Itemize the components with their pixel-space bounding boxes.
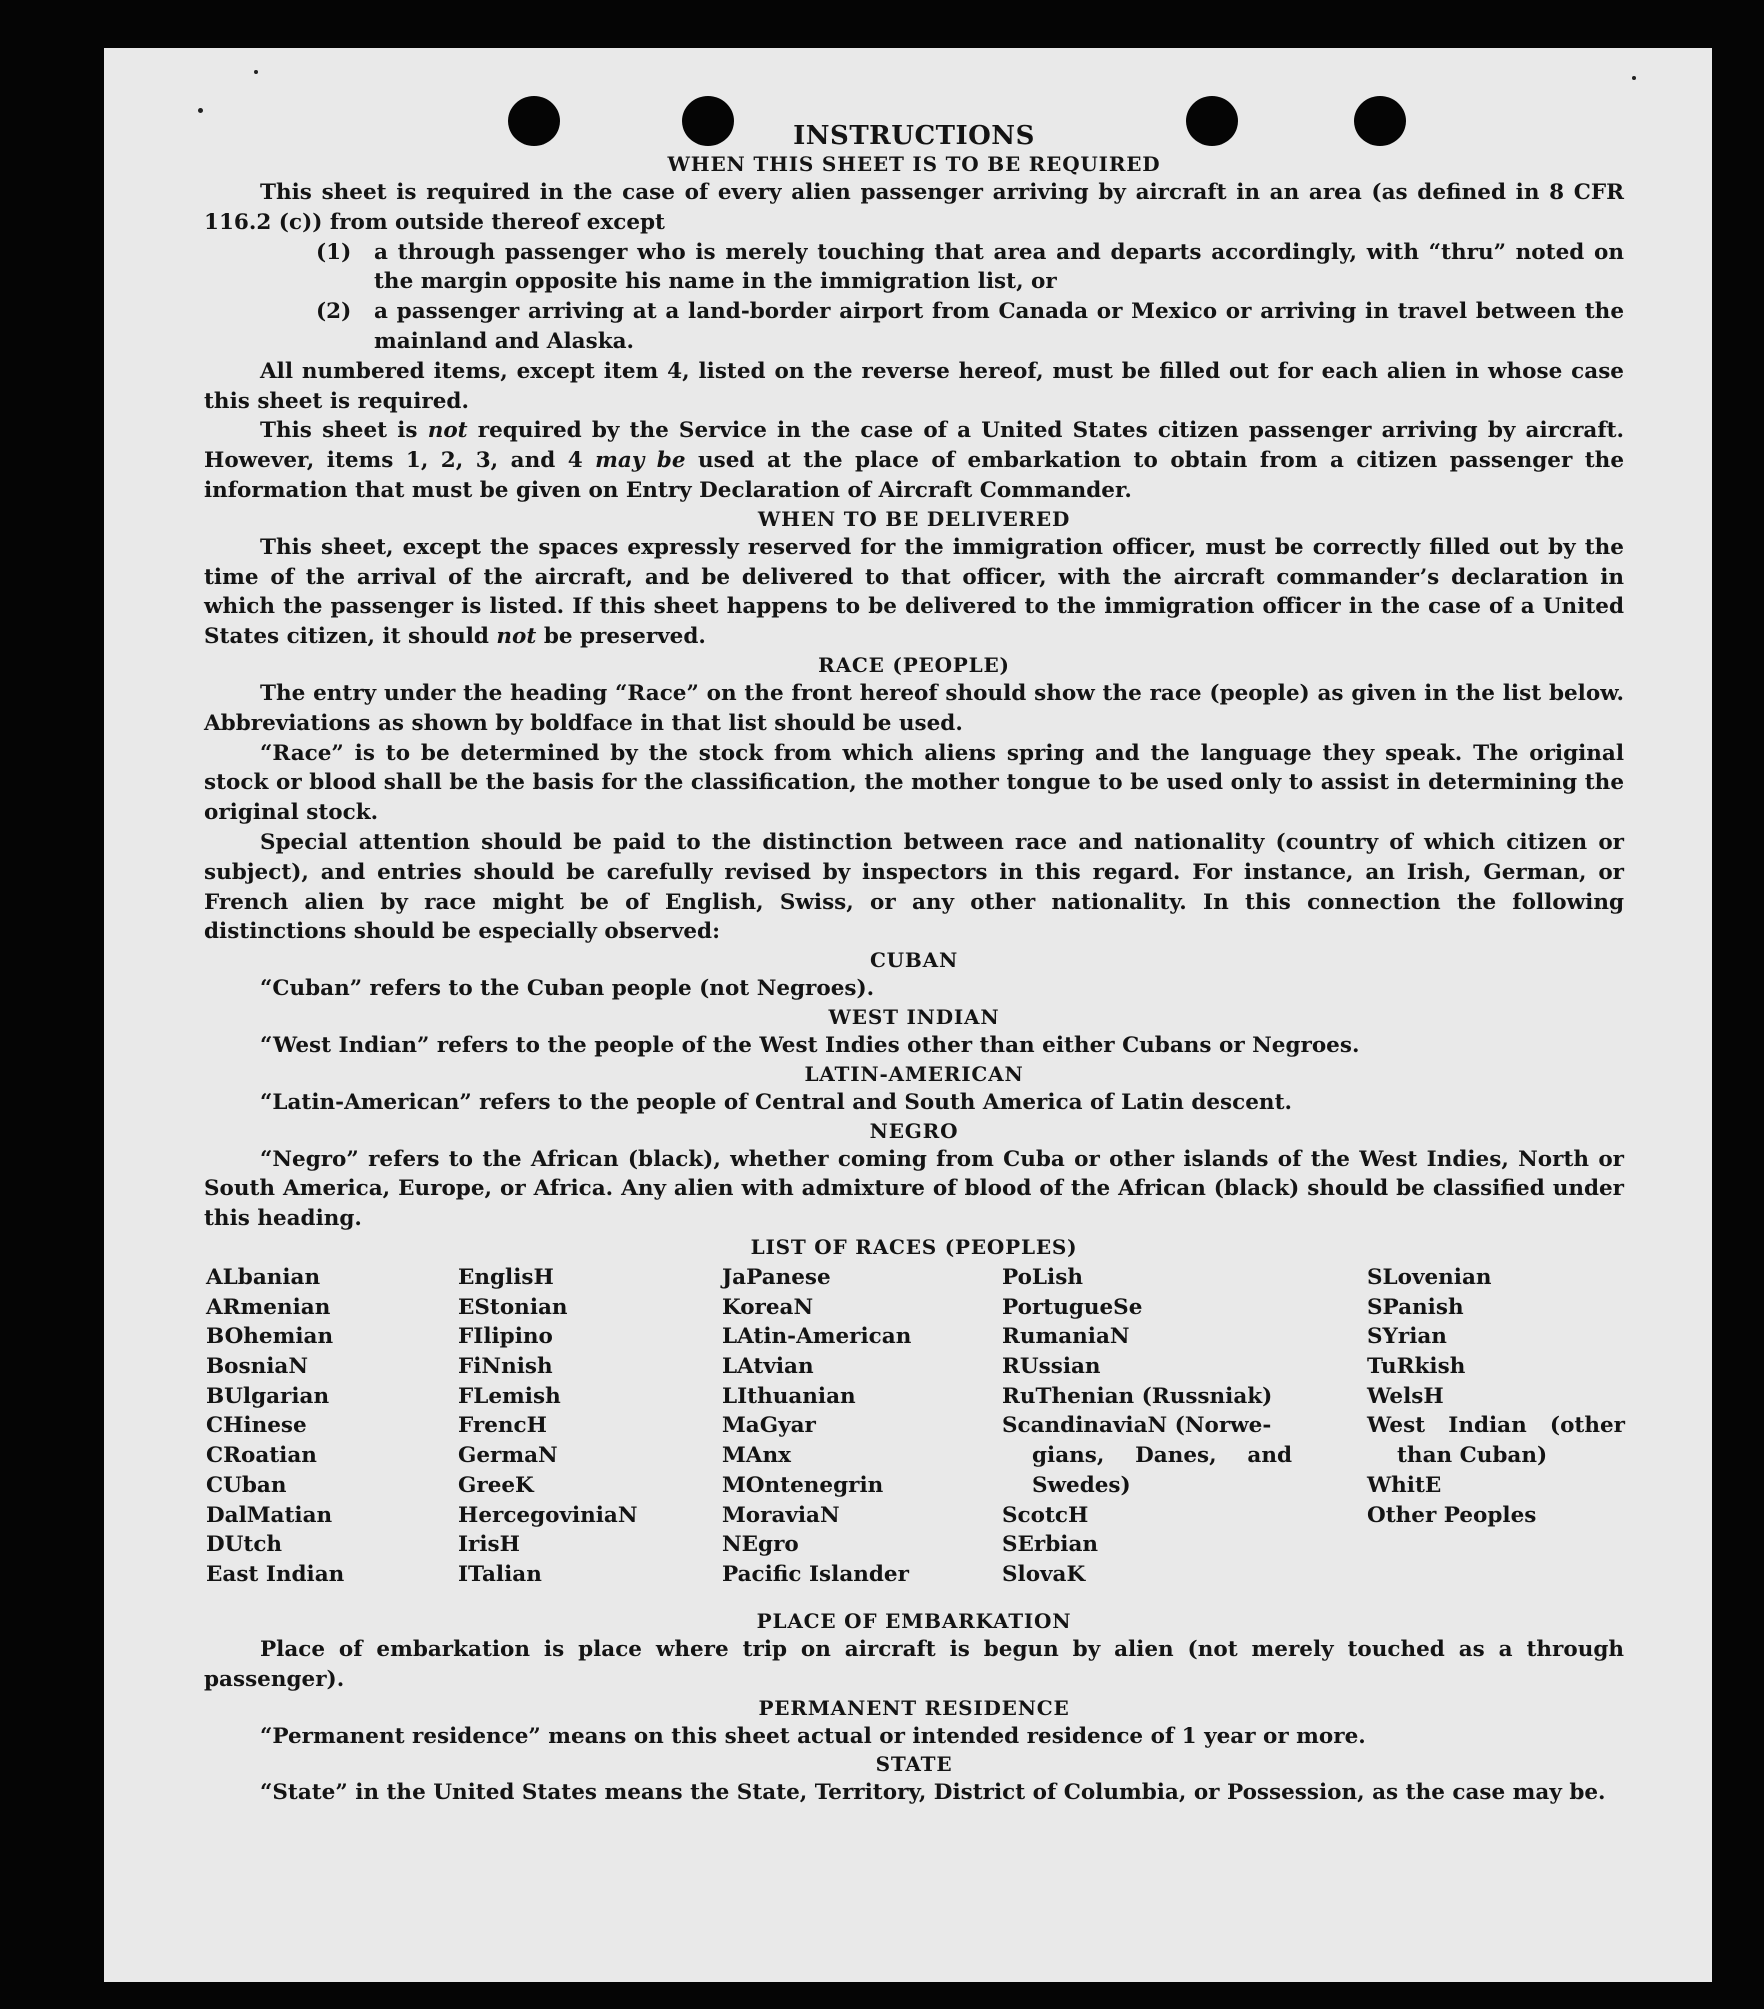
- race-entry: SYrian: [1367, 1324, 1447, 1350]
- race-entry: WhitE: [1367, 1472, 1442, 1498]
- italic-run: not: [427, 418, 468, 444]
- race-entry: NEgro: [722, 1532, 799, 1558]
- required-intro: This sheet is required in the case of every alien passenger arriving by aircraft in an area (as defined in 8 CFR 116.2 (c)) from outside thereof except: [204, 180, 1624, 235]
- section-heading-negro: NEGRO: [869, 1118, 959, 1143]
- races-column-2: [458, 1263, 638, 1590]
- page-title: INSTRUCTIONS: [793, 121, 1035, 151]
- race-entry: SErbian: [1002, 1532, 1099, 1558]
- section-heading-embarkation: PLACE OF EMBARKATION: [756, 1608, 1072, 1633]
- race-entry: DUtch: [206, 1532, 283, 1558]
- race-entry: CUban: [206, 1472, 287, 1498]
- race-entry: HercegoviniaN: [458, 1502, 638, 1528]
- paper-speck: [198, 108, 203, 113]
- races-column-5: [1367, 1263, 1625, 1530]
- race-entry: FiNnish: [458, 1354, 553, 1380]
- races-column-3: [722, 1263, 911, 1590]
- text-run: required by the Service in the case of a United States citizen passenger arriving by aircraft. However, items 1, 2, 3, and 4: [204, 418, 1624, 474]
- race-entry: DalMatian: [206, 1502, 333, 1528]
- italic-run: not: [496, 624, 537, 650]
- text-run: be preserved.: [536, 624, 706, 650]
- section-heading-delivered: WHEN TO BE DELIVERED: [757, 506, 1071, 531]
- race-entry: CHinese: [206, 1413, 307, 1439]
- italic-run: may be: [595, 448, 686, 474]
- race-entry: MOntenegrin: [722, 1472, 884, 1498]
- race-entry: TuRkish: [1367, 1354, 1466, 1380]
- race-entry: ARmenian: [206, 1294, 331, 1320]
- race-entry: CRoatian: [206, 1443, 317, 1469]
- race-entry: EStonian: [458, 1294, 568, 1320]
- delivered-paragraph: [204, 533, 1624, 652]
- negro-text: “Negro” refers to the African (black), whether coming from Cuba or other islands of the West Indies, North or South America, Europe, or Africa. Any alien with admixture of blood of the African (black) should be classified under this heading.: [204, 1146, 1624, 1232]
- race-entry: WelsH: [1367, 1383, 1444, 1409]
- residence-text: “Permanent residence” means on this sheet actual or intended residence of 1 year or more.: [260, 1723, 1366, 1749]
- race-entry: IrisH: [458, 1532, 520, 1558]
- text-run: This sheet, except the spaces expressly reserved for the immigration officer, must be correctly filled out by the time of the arrival of the aircraft, and be delivered to that officer, with the aircraft commander’s declaration in which the passenger is listed. If this sheet happens to be delivered to the immigration officer in the case of a United States citizen, it should: [204, 534, 1624, 650]
- section-heading-required: WHEN THIS SHEET IS TO BE REQUIRED: [667, 152, 1161, 176]
- race-paragraph-2: “Race” is to be determined by the stock from which aliens spring and the language they speak. The original stock or blood shall be the basis for the classification, the mother tongue to be used only to assist in determining the original stock.: [204, 740, 1624, 826]
- race-entry: MAnx: [722, 1443, 791, 1469]
- paper-speck: [254, 70, 258, 74]
- race-entry: East Indian: [206, 1561, 345, 1587]
- race-paragraph-3: Special attention should be paid to the distinction between race and nationality (country of which citizen or subject), and entries should be carefully revised by inspectors in this regard. For instance, an Irish, German, or French alien by race might be of English, Swiss, or any other nationality. In this connection the following distinctions should be especially observed:: [204, 829, 1624, 945]
- section-heading-cuban: CUBAN: [869, 948, 959, 973]
- race-entry: KoreaN: [722, 1294, 814, 1320]
- race-entry: ScotcH: [1002, 1502, 1089, 1528]
- race-entry: Pacific Islander: [722, 1561, 909, 1587]
- race-entry: EnglisH: [458, 1264, 554, 1290]
- race-entry: BOhemian: [206, 1324, 334, 1350]
- west-indian-text: “West Indian” refers to the people of the West Indies other than either Cubans or Negroes.: [260, 1032, 1360, 1058]
- race-entry: GreeK: [458, 1472, 534, 1498]
- race-entry: SLovenian: [1367, 1264, 1492, 1290]
- item-text: a through passenger who is merely touching that area and departs accordingly, with “thru” noted on the margin opposite his name in the immigration list, or: [374, 239, 1624, 295]
- item-number: (1): [316, 239, 352, 265]
- race-entry: LIthuanian: [722, 1383, 856, 1409]
- exception-item-1: [204, 238, 1624, 298]
- cuban-text: “Cuban” refers to the Cuban people (not Negroes).: [260, 976, 875, 1002]
- race-entry: GermaN: [458, 1443, 558, 1469]
- race-entry: LAtin-American: [722, 1324, 912, 1350]
- item-text: a passenger arriving at a land-border airport from Canada or Mexico or arriving in travel between the mainland and Alaska.: [374, 299, 1624, 354]
- race-entry: MoraviaN: [722, 1502, 840, 1528]
- item-number: (2): [316, 299, 352, 325]
- race-entry: SlovaK: [1002, 1561, 1086, 1587]
- section-heading-latin-american: LATIN-AMERICAN: [804, 1061, 1024, 1086]
- section-heading-race: RACE (PEOPLE): [818, 652, 1010, 677]
- races-column-1: [206, 1263, 344, 1590]
- section-heading-residence: PERMANENT RESIDENCE: [758, 1695, 1070, 1720]
- race-entry: Other Peoples: [1367, 1502, 1537, 1528]
- race-entry: ALbanian: [206, 1264, 321, 1290]
- instructions-content: [204, 121, 1624, 1808]
- races-column-4: [1002, 1263, 1292, 1590]
- race-entry: LAtvian: [722, 1354, 814, 1380]
- race-entry: ScandinaviaN (Norwe-: [1002, 1413, 1272, 1439]
- race-entry: PoLish: [1002, 1264, 1083, 1290]
- embarkation-text: Place of embarkation is place where trip on aircraft is begun by alien (not merely touched as a through passenger).: [204, 1636, 1624, 1692]
- section-heading-list-of-races: LIST OF RACES (PEOPLES): [750, 1234, 1078, 1259]
- race-entry-continued: gians, Danes, and: [1032, 1443, 1292, 1469]
- race-entry: PortugueSe: [1002, 1294, 1143, 1320]
- race-entry: SPanish: [1367, 1294, 1464, 1320]
- race-entry: BosniaN: [206, 1354, 308, 1380]
- section-heading-west-indian: WEST INDIAN: [828, 1004, 1000, 1029]
- races-list: [204, 1263, 1624, 1608]
- race-entry: ITalian: [458, 1561, 542, 1587]
- race-entry: RumaniaN: [1002, 1324, 1130, 1350]
- section-heading-state: STATE: [875, 1752, 953, 1777]
- race-entry: West Indian (other: [1367, 1413, 1625, 1439]
- document-sheet: [104, 48, 1712, 1982]
- race-entry: MaGyar: [722, 1413, 816, 1439]
- race-entry: RUssian: [1002, 1354, 1101, 1380]
- race-entry: FIlipino: [458, 1324, 553, 1350]
- race-entry: FrencH: [458, 1413, 547, 1439]
- race-entry: JaPanese: [722, 1264, 831, 1290]
- race-entry: BUlgarian: [206, 1383, 330, 1409]
- race-entry-continued: Swedes): [1032, 1472, 1131, 1498]
- race-entry: FLemish: [458, 1383, 561, 1409]
- required-paragraph-2: All numbered items, except item 4, listed on the reverse hereof, must be filled out for each alien in whose case this sheet is required.: [204, 358, 1624, 414]
- race-entry: RuThenian (Russniak): [1002, 1383, 1273, 1409]
- latin-american-text: “Latin-American” refers to the people of Central and South America of Latin descent.: [260, 1089, 1292, 1115]
- race-paragraph-1: The entry under the heading “Race” on the front hereof should show the race (people) as given in the list below. Abbreviations as shown by boldface in that list should be used.: [204, 680, 1624, 736]
- required-paragraph-3: [204, 416, 1624, 505]
- race-entry-continued: than Cuban): [1397, 1443, 1548, 1469]
- text-run: This sheet is: [260, 418, 428, 444]
- state-text: “State” in the United States means the State, Territory, District of Columbia, or Possession, as the case may be.: [260, 1780, 1606, 1806]
- paper-speck: [1632, 76, 1636, 80]
- text-run: used at the place of embarkation to obtain from a citizen passenger the information that must be given on Entry Declaration of Aircraft Commander.: [204, 448, 1624, 503]
- exception-item-2: [204, 297, 1624, 357]
